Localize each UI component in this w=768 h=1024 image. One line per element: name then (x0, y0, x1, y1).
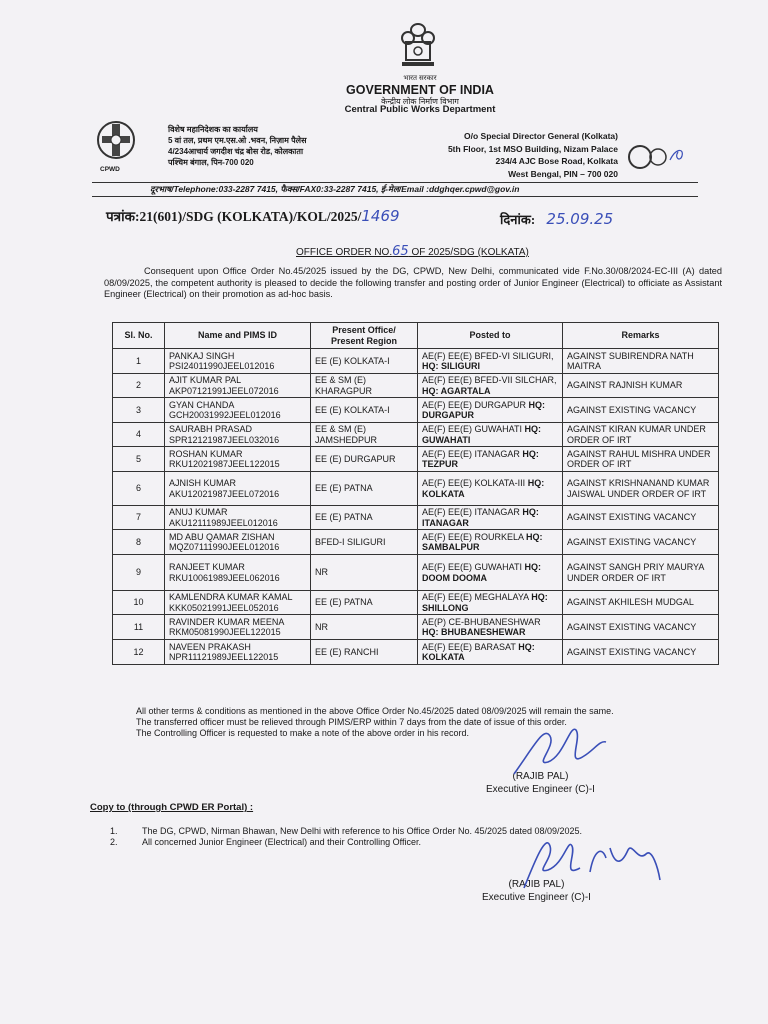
column-header: Posted to (418, 323, 563, 349)
cell-remarks (563, 530, 719, 555)
cell-office (311, 555, 418, 591)
header-divider (92, 182, 698, 183)
employee-name: KAMLENDRA KUMAR KAMAL (169, 592, 293, 602)
cell-remarks (563, 472, 719, 506)
date-label: दिनांक: (500, 212, 536, 227)
table-row (113, 530, 719, 555)
header-divider (92, 196, 698, 197)
headquarters: HQ: ITANAGAR (422, 507, 539, 528)
cell-serial (113, 423, 165, 447)
signatory-designation: Executive Engineer (C)-I (482, 892, 591, 903)
list-item-text: All concerned Junior Engineer (Electrical) and their Controlling Officer. (142, 837, 421, 847)
serial-number: 9 (135, 567, 141, 578)
serial-number: 8 (135, 536, 141, 547)
cell-posted (418, 555, 563, 591)
pims-id: RKU10061989JEEL062016 (169, 572, 280, 583)
signature-block (486, 770, 595, 796)
posted-to: AE(F) EE(E) ITANAGAR (422, 448, 520, 459)
cell-remarks (563, 591, 719, 615)
remarks: AGAINST EXISTING VACANCY (567, 621, 697, 632)
employee-name: RAVINDER KUMAR MEENA (169, 616, 285, 627)
address-hindi-line: 5 वां तल, प्रथम एम.एस.ओ .भवन, निज़ाम पैलेस (168, 136, 307, 145)
remarks: AGAINST EXISTING VACANCY (567, 512, 697, 523)
cell-name (165, 447, 311, 472)
serial-number: 11 (133, 621, 144, 632)
present-office: EE (E) KOLKATA-I (315, 404, 390, 415)
posted-to: AE(F) EE(E) BFED-VI SILIGURI, (422, 350, 554, 361)
address-english-line: 234/4 AJC Bose Road, Kolkata (495, 156, 618, 166)
department-english: Central Public Works Department (344, 104, 496, 115)
department-hindi: केन्द्रीय लोक निर्माण विभाग (381, 97, 459, 106)
present-office: EE (E) DURGAPUR (315, 453, 396, 464)
pims-id: PSI24011990JEEL012016 (169, 361, 275, 371)
table-row (113, 555, 719, 591)
address-english-line: 5th Floor, 1st MSO Building, Nizam Palace (447, 143, 618, 154)
posted-to: AE(F) EE(E) GUWAHATI (422, 424, 522, 434)
cell-serial (113, 530, 165, 555)
employee-name: ANUJ KUMAR (169, 507, 228, 517)
headquarters: HQ: GUWAHATI (422, 424, 542, 445)
pims-id: MQZ07111990JEEL012016 (169, 542, 280, 552)
cell-name (165, 591, 311, 615)
table-row (113, 423, 719, 447)
headquarters: HQ: BHUBANESHEWAR (422, 627, 526, 637)
remarks: AGAINST KIRAN KUMAR UNDER ORDER OF IRT (567, 424, 706, 445)
cell-name (165, 398, 311, 423)
reference-number (106, 207, 400, 225)
pims-id: SPR12121987JEEL032016 (169, 434, 280, 445)
posted-to: AE(P) CE-BHUBANESHWAR (422, 616, 541, 627)
cell-posted (418, 472, 563, 506)
signatory-designation: Executive Engineer (C)-I (486, 784, 595, 795)
pims-id: RKM05081990JEEL122015 (169, 627, 281, 637)
cell-serial (113, 591, 165, 615)
present-office: BFED-I SILIGURI (315, 536, 386, 547)
pims-id: GCH20031992JEEL012016 (169, 410, 281, 420)
address-hindi-line: विशेष महानिदेशक का कार्यालय (168, 125, 258, 134)
cell-remarks (563, 555, 719, 591)
cell-name (165, 423, 311, 447)
cell-serial (113, 506, 165, 530)
column-header: Name and PIMS ID (165, 323, 311, 349)
present-office: EE (E) PATNA (315, 512, 373, 523)
cell-remarks (563, 398, 719, 423)
headquarters: HQ: SAMBALPUR (422, 531, 543, 552)
order-suffix: OF 2025/SDG (KOLKATA) (408, 247, 529, 258)
cell-serial (113, 349, 165, 374)
headquarters: HQ: AGARTALA (422, 385, 491, 396)
cell-serial (113, 472, 165, 506)
table-row (113, 506, 719, 530)
cell-name (165, 506, 311, 530)
posted-to: AE(F) EE(E) BARASAT (422, 641, 516, 652)
office-order-title (296, 244, 529, 259)
serial-number: 12 (133, 646, 144, 657)
pims-id: AKU12021987JEEL072016 (169, 488, 280, 499)
cell-posted (418, 530, 563, 555)
headquarters: HQ: DURGAPUR (422, 399, 546, 420)
remarks: AGAINST EXISTING VACANCY (567, 646, 697, 657)
cell-posted (418, 506, 563, 530)
employee-name: ROSHAN KUMAR (169, 448, 243, 459)
government-title: GOVERNMENT OF INDIA (346, 83, 494, 97)
cell-office (311, 640, 418, 665)
table-row (113, 615, 719, 640)
headquarters: HQ: SILIGURI (422, 361, 480, 371)
cell-office (311, 591, 418, 615)
cell-posted (418, 374, 563, 398)
table-row (113, 374, 719, 398)
present-office: EE & SM (E) KHARAGPUR (315, 375, 373, 396)
closing-line: The transferred officer must be relieved through PIMS/ERP within 7 days from the date of issue of this order. (136, 717, 567, 727)
employee-name: AJIT KUMAR PAL (169, 375, 242, 385)
pims-id: AKU12111989JEEL012016 (169, 517, 278, 528)
order-prefix: OFFICE ORDER NO. (296, 247, 393, 258)
remarks: AGAINST SANGH PRIY MAURYA UNDER ORDER OF IRT (567, 562, 704, 583)
serial-number: 3 (135, 404, 141, 415)
pims-id: RKU12021987JEEL122015 (169, 459, 280, 469)
signatory-name: (RAJIB PAL) (508, 879, 565, 890)
remarks: AGAINST RAHUL MISHRA UNDER ORDER OF IRT (567, 448, 711, 469)
table-row (113, 398, 719, 423)
pims-id: AKP07121991JEEL072016 (169, 385, 279, 396)
cell-name (165, 555, 311, 591)
intro-paragraph: Consequent upon Office Order No.45/2025 issued by the DG, CPWD, New Delhi, communicated vide F.No.30/08/2024-EC-III (A) dated 08/09/2025, the competent authority is pleased to decide the following transfer and posting order of Junior Engineer (Electrical) to officiate as Assistant Engineer (Electrical) on their promotion as ad-hoc basis. (104, 266, 722, 299)
cell-office (311, 506, 418, 530)
headquarters: HQ: DOOM DOOMA (422, 562, 542, 583)
cell-office (311, 472, 418, 506)
cell-serial (113, 555, 165, 591)
cell-serial (113, 640, 165, 665)
cell-remarks (563, 615, 719, 640)
emblem-caption: भारत सरकार (403, 75, 437, 82)
table-row (113, 349, 719, 374)
cell-office (311, 398, 418, 423)
present-office: EE (E) KOLKATA-I (315, 355, 390, 366)
address-hindi-line: 4/234आचार्य जगदीश चंद्र बोस रोड, कोलकाता (168, 147, 304, 156)
serial-number: 2 (135, 380, 141, 391)
closing-line: The Controlling Officer is requested to make a note of the above order in his record. (136, 728, 470, 738)
cell-remarks (563, 447, 719, 472)
cell-posted (418, 640, 563, 665)
serial-number: 1 (135, 355, 141, 366)
logo-caption: CPWD (100, 166, 120, 173)
signatory-name: (RAJIB PAL) (512, 771, 569, 782)
cell-posted (418, 447, 563, 472)
cell-remarks (563, 349, 719, 374)
present-office: EE (E) PATNA (315, 483, 373, 494)
cell-serial (113, 374, 165, 398)
present-office: EE (E) PATNA (315, 597, 373, 608)
cell-serial (113, 447, 165, 472)
present-office: NR (315, 621, 328, 632)
employee-name: SAURABH PRASAD (169, 424, 253, 434)
headquarters: HQ: KOLKATA (422, 641, 535, 662)
remarks: AGAINST RAJNISH KUMAR (567, 380, 683, 391)
headquarters: HQ: SHILLONG (422, 592, 548, 613)
cell-remarks (563, 423, 719, 447)
employee-name: RANJEET KUMAR (169, 562, 245, 572)
cell-serial (113, 398, 165, 423)
cell-office (311, 615, 418, 640)
present-office: EE & SM (E) JAMSHEDPUR (315, 424, 378, 445)
present-office: EE (E) RANCHI (315, 646, 379, 657)
pims-id: KKK05021991JEEL052016 (169, 602, 279, 613)
reference-label: पत्रांक: (106, 209, 140, 224)
table-row (113, 640, 719, 665)
posted-to: AE(F) EE(E) DURGAPUR (422, 399, 527, 410)
column-header: Sl. No. (113, 323, 165, 349)
copy-to-list (110, 826, 582, 848)
remarks: AGAINST SUBIRENDRA NATH MAITRA (567, 350, 694, 371)
headquarters: HQ: KOLKATA (422, 478, 545, 499)
cell-office (311, 447, 418, 472)
cell-office (311, 423, 418, 447)
cell-name (165, 349, 311, 374)
closing-notes (136, 706, 614, 739)
employee-name: NAVEEN PRAKASH (169, 641, 251, 652)
cell-posted (418, 398, 563, 423)
remarks: AGAINST KRISHNANAND KUMAR JAISWAL UNDER ORDER OF IRT (567, 478, 710, 499)
cell-remarks (563, 506, 719, 530)
copy-to-heading: Copy to (through CPWD ER Portal) : (90, 802, 254, 813)
serial-number: 6 (135, 483, 141, 494)
cell-name (165, 615, 311, 640)
posted-to: AE(F) EE(E) KOLKATA-III (422, 478, 526, 488)
cell-posted (418, 423, 563, 447)
column-header: Present Office/ Present Region (311, 323, 418, 349)
remarks: AGAINST EXISTING VACANCY (567, 536, 697, 547)
headquarters: HQ: TEZPUR (422, 448, 539, 469)
remarks: AGAINST EXISTING VACANCY (567, 404, 697, 415)
cell-office (311, 530, 418, 555)
table-row (113, 472, 719, 506)
national-emblem-icon (396, 20, 440, 80)
cell-remarks (563, 374, 719, 398)
table-row (113, 591, 719, 615)
serial-number: 10 (133, 597, 144, 608)
remarks: AGAINST AKHILESH MUDGAL (567, 597, 694, 608)
cell-name (165, 530, 311, 555)
cell-posted (418, 349, 563, 374)
cell-posted (418, 615, 563, 640)
serial-number: 7 (135, 512, 141, 523)
address-english (448, 130, 618, 180)
serial-number: 5 (135, 453, 141, 464)
closing-line: All other terms & conditions as mentioned in the above Office Order No.45/2025 dated 08/09/2025 will remain the same. (136, 706, 614, 716)
reference-printed: 21(601)/SDG (KOLKATA)/KOL/2025/ (139, 209, 362, 224)
table-row (113, 447, 719, 472)
azadi-logo-icon (626, 142, 688, 172)
posted-to: AE(F) EE(E) GUWAHATI (422, 562, 522, 572)
employee-name: GYAN CHANDA (169, 399, 235, 410)
cell-remarks (563, 640, 719, 665)
order-number: 65 (392, 244, 409, 259)
cell-office (311, 374, 418, 398)
reference-date (500, 210, 613, 228)
employee-name: AJNISH KUMAR (169, 478, 237, 488)
reference-handwritten: 1469 (361, 207, 400, 225)
posted-to: AE(F) EE(E) ITANAGAR (422, 507, 520, 517)
contact-line: दूरभाष/Telephone:033-2287 7415, फैक्स/FAX0:33-2287 7415, ई-मेल/Email :ddghqer.cpwd@gov.in (150, 184, 520, 194)
employee-name: PANKAJ SINGH (169, 350, 235, 361)
address-hindi-line: पश्चिम बंगाल, पिन-700 020 (168, 158, 254, 167)
list-item-number: 2. (110, 837, 118, 847)
address-english-line: O/o Special Director General (Kolkata) (464, 131, 618, 141)
cell-serial (113, 615, 165, 640)
serial-number: 4 (135, 429, 141, 440)
cell-name (165, 640, 311, 665)
list-item-number: 1. (110, 826, 118, 836)
list-item (110, 837, 582, 848)
present-office: NR (315, 567, 328, 578)
address-hindi (168, 124, 307, 168)
employee-name: MD ABU QAMAR ZISHAN (169, 531, 275, 542)
posted-to: AE(F) EE(E) MEGHALAYA (422, 592, 529, 602)
address-english-line: West Bengal, PIN – 700 020 (508, 168, 618, 179)
list-item-text: The DG, CPWD, Nirman Bhawan, New Delhi with reference to his Office Order No. 45/2025 dated 08/09/2025. (142, 826, 583, 836)
list-item (110, 826, 582, 837)
date-handwritten: 25.09.25 (546, 210, 614, 228)
transfer-table (112, 322, 719, 665)
posted-to: AE(F) EE(E) ROURKELA (422, 531, 524, 542)
cell-office (311, 349, 418, 374)
cell-posted (418, 591, 563, 615)
posted-to: AE(F) EE(E) BFED-VII SILCHAR, (422, 375, 557, 385)
cell-name (165, 374, 311, 398)
pims-id: NPR11121989JEEL122015 (169, 652, 279, 662)
column-header: Remarks (563, 323, 719, 349)
signature-block (482, 878, 591, 904)
cell-name (165, 472, 311, 506)
